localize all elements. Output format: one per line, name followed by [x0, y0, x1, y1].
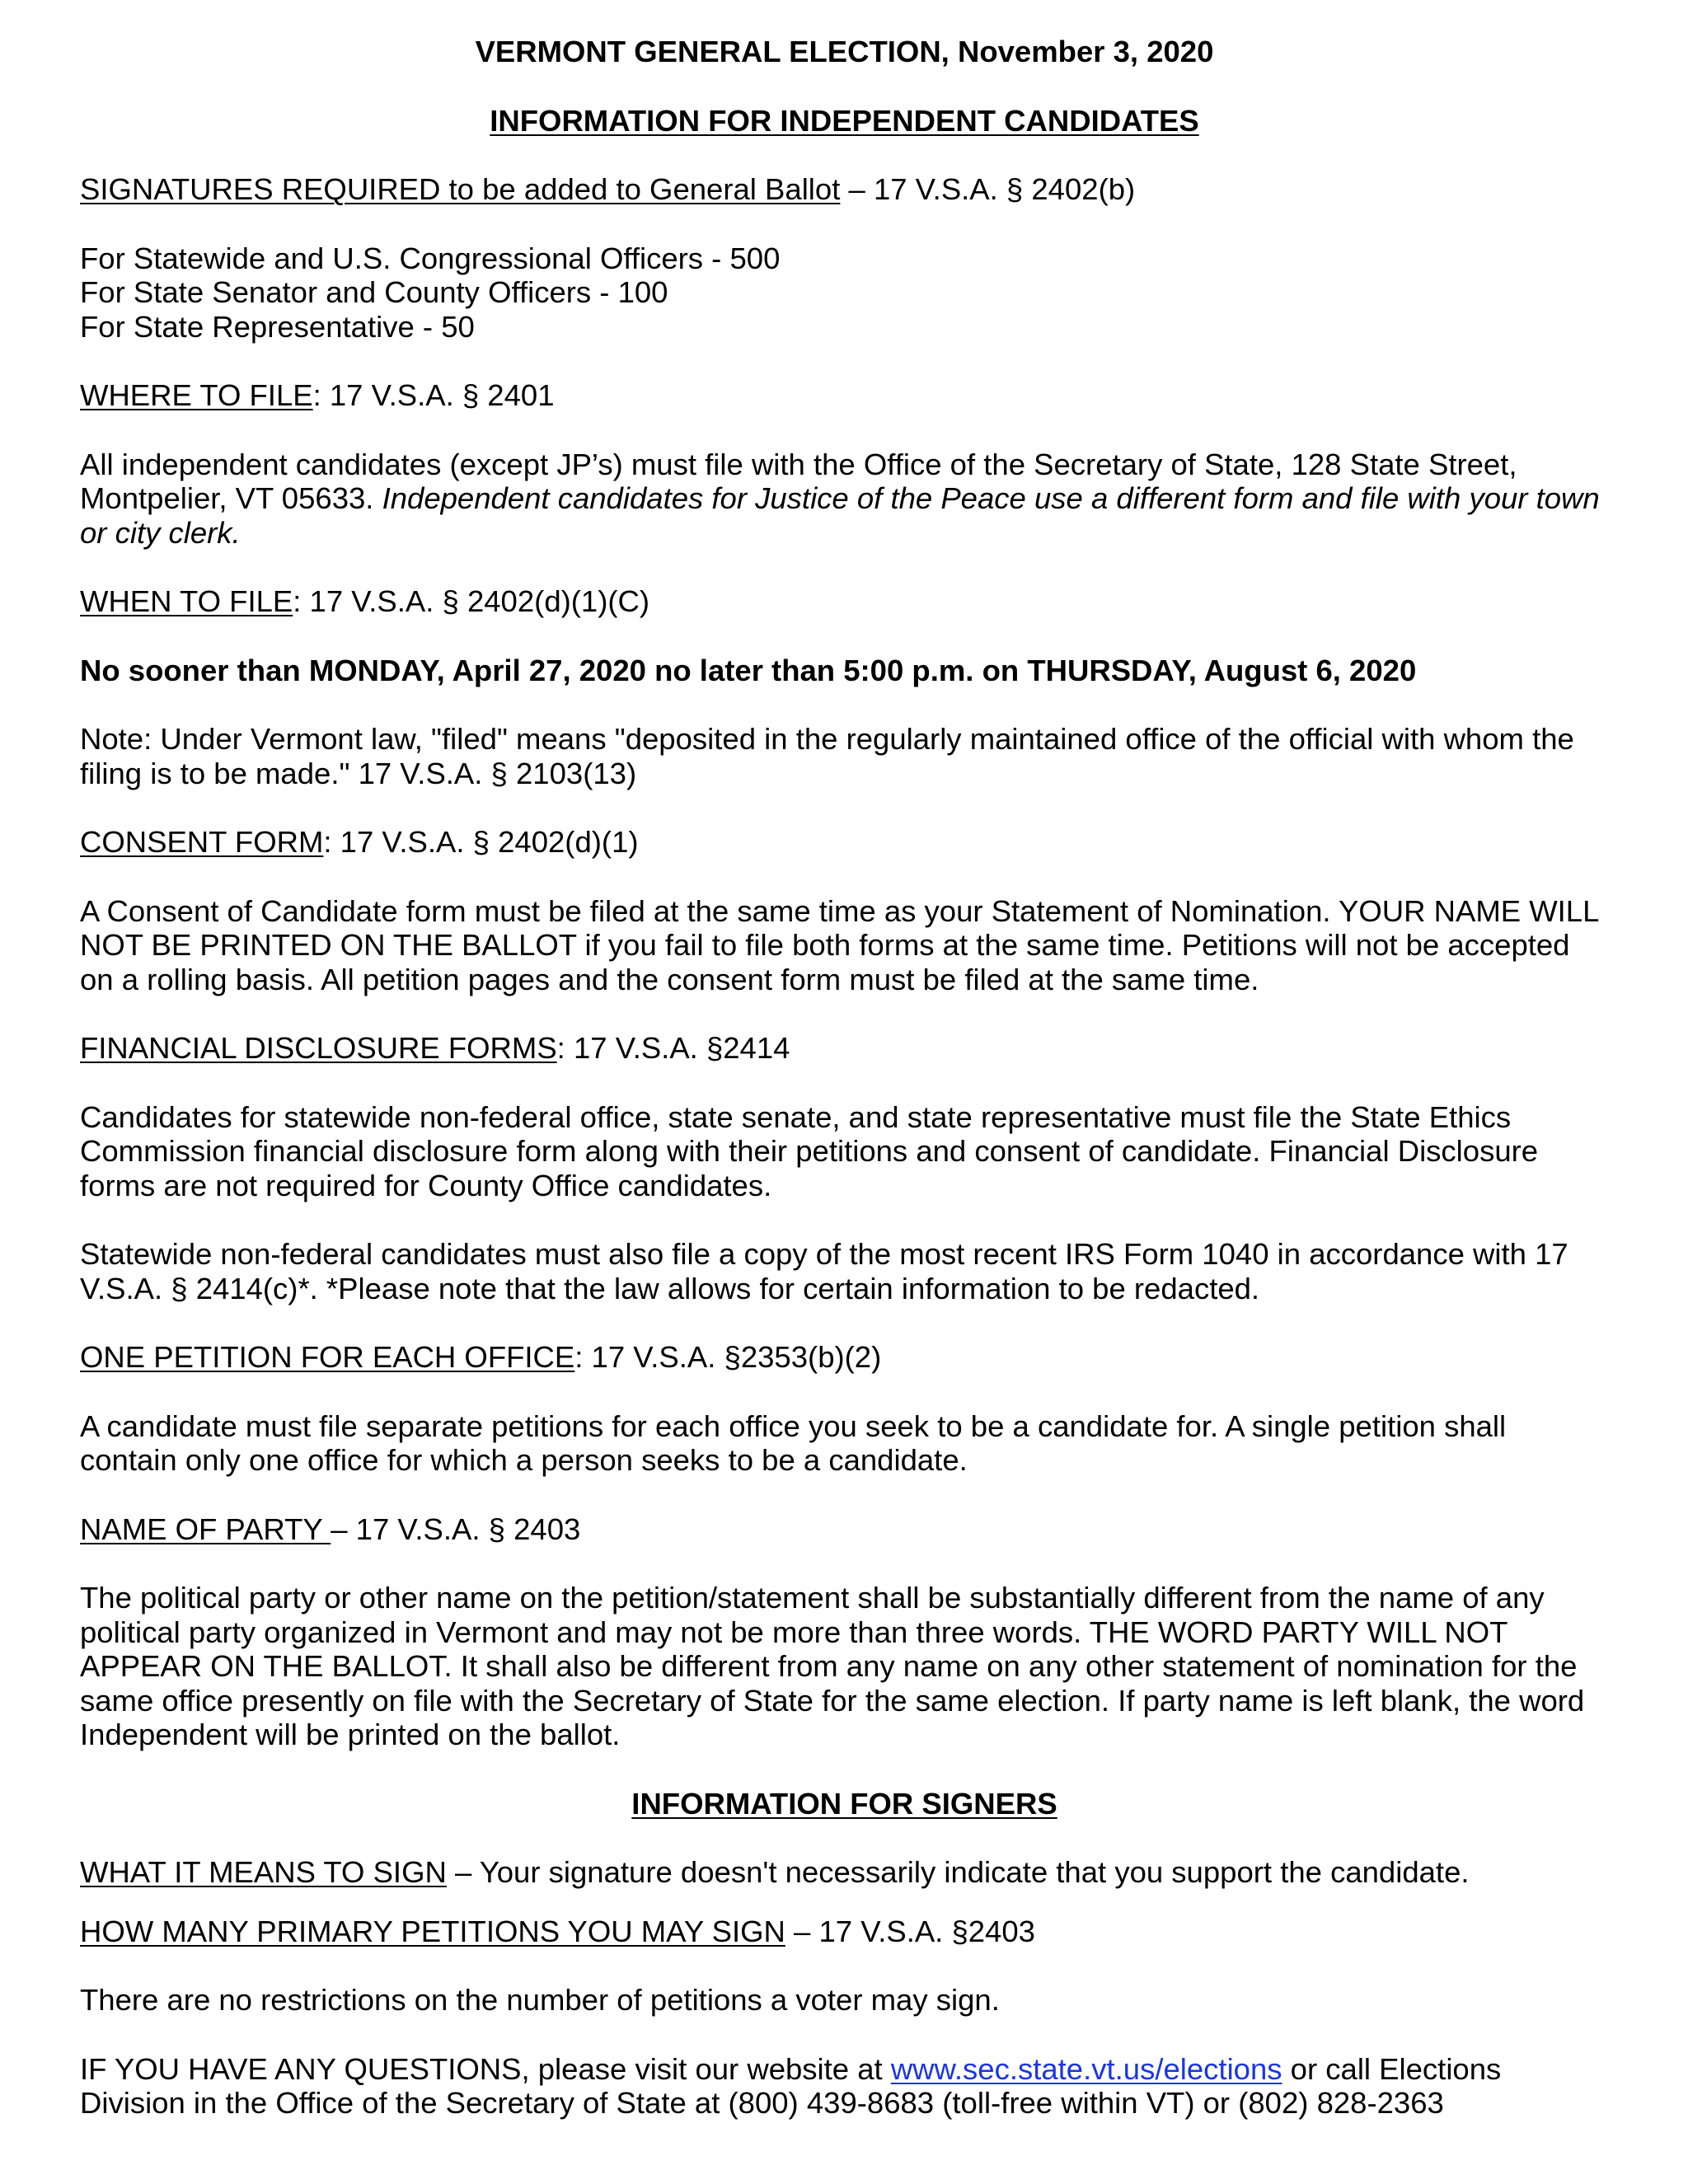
- one-petition-section: [80, 1340, 1609, 1375]
- how-many-body: There are no restrictions on the number of petitions a voter may sign.: [80, 1983, 1000, 2017]
- how-many-cite: – 17 V.S.A. §2403: [785, 1914, 1035, 1948]
- what-it-means-text: – Your signature doesn't necessarily indicate that you support the candidate.: [446, 1855, 1470, 1889]
- financial-body-1: Candidates for statewide non-federal office, state senate, and state representative must file the State Ethics Commission financial disclosure form along with their petitions and consent of candidate. Financial Disclosure forms are not required for County Office candidates.: [80, 1099, 1539, 1202]
- consent-section: [80, 825, 1609, 860]
- questions-paragraph: [80, 2052, 1609, 2121]
- where-body-text: All independent candidates (except JP’s) must file with the Office of the Secretary of State, 128 State Street, Montpelier, VT 05633.: [80, 447, 1517, 515]
- document-title: VERMONT GENERAL ELECTION, November 3, 2020: [475, 35, 1214, 68]
- financial-heading: FINANCIAL DISCLOSURE FORMS: [80, 1031, 557, 1065]
- signature-requirement-statewide: For Statewide and U.S. Congressional Officers - 500: [80, 241, 781, 275]
- signatures-heading: SIGNATURES REQUIRED to be added to General Ballot: [80, 172, 841, 206]
- document-subtitle: INFORMATION FOR INDEPENDENT CANDIDATES: [490, 103, 1199, 138]
- filing-note: Note: Under Vermont law, "filed" means "deposited in the regularly maintained office of the official with whom the filing is to be made." 17 V.S.A. § 2103(13): [80, 722, 1574, 790]
- where-cite: : 17 V.S.A. § 2401: [312, 378, 555, 412]
- when-cite: : 17 V.S.A. § 2402(d)(1)(C): [293, 584, 650, 618]
- consent-body: A Consent of Candidate form must be filed at the same time as your Statement of Nomination. YOUR NAME WILL NOT BE PRINTED ON THE BALLOT if you fail to file both forms at the same time. Petitions will not be accepted on a rolling basis. All petition pages and the consent form must be filed at the same time.: [80, 893, 1599, 996]
- signatures-cite: – 17 V.S.A. § 2402(b): [840, 172, 1136, 206]
- what-it-means-heading: WHAT IT MEANS TO SIGN: [80, 1855, 447, 1889]
- signature-requirement-representative: For State Representative - 50: [80, 309, 475, 344]
- how-many-section: [80, 1915, 1609, 1949]
- where-body-italic: Independent candidates for Justice of the Peace use a different form and file with your town or city clerk.: [80, 481, 1600, 550]
- financial-cite: : 17 V.S.A. §2414: [556, 1031, 790, 1065]
- signature-requirement-senator: For State Senator and County Officers - 100: [80, 275, 668, 309]
- financial-body-2: Statewide non-federal candidates must also file a copy of the most recent IRS Form 1040 in accordance with 17 V.S.A. § 2414(c)*. *Please note that the law allows for certain information to be redacted.: [80, 1237, 1568, 1305]
- signatures-list: [80, 241, 1609, 344]
- how-many-heading: HOW MANY PRIMARY PETITIONS YOU MAY SIGN: [80, 1914, 785, 1948]
- what-it-means-section: [80, 1855, 1609, 1890]
- questions-text-after: or call Elections Division in the Office of the Secretary of State at (800) 439-8683 (toll-free within VT) or (802) 828-2363: [80, 2051, 1502, 2120]
- questions-text-before: IF YOU HAVE ANY QUESTIONS, please visit our website at: [80, 2051, 891, 2086]
- one-petition-cite: : 17 V.S.A. §2353(b)(2): [574, 1340, 882, 1374]
- consent-cite: : 17 V.S.A. § 2402(d)(1): [323, 825, 639, 859]
- party-body: The political party or other name on the petition/statement shall be substantially different from the name of any political party organized in Vermont and may not be more than three words. THE WORD PARTY WILL NOT APPEAR ON THE BALLOT. It shall also be different from any name on any other statement of nomination for the same office presently on file with the Secretary of State for the same election. If party name is left blank, the word Independent will be printed on the ballot.: [80, 1581, 1585, 1751]
- one-petition-body: A candidate must file separate petitions for each office you seek to be a candidate for. A single petition shall contain only one office for which a person seeks to be a candidate.: [80, 1408, 1507, 1477]
- signatures-section: [80, 172, 1609, 207]
- financial-section: [80, 1031, 1609, 1066]
- when-heading: WHEN TO FILE: [80, 584, 293, 618]
- where-heading: WHERE TO FILE: [80, 378, 313, 412]
- where-section: [80, 378, 1609, 413]
- filing-deadline: No sooner than MONDAY, April 27, 2020 no later than 5:00 p.m. on THURSDAY, August 6, 2020: [80, 653, 1417, 687]
- party-section: [80, 1512, 1609, 1547]
- consent-heading: CONSENT FORM: [80, 825, 324, 859]
- when-section: [80, 584, 1609, 619]
- signers-heading: INFORMATION FOR SIGNERS: [631, 1786, 1057, 1821]
- elections-website-link[interactable]: www.sec.state.vt.us/elections: [890, 2051, 1282, 2086]
- party-heading: NAME OF PARTY: [80, 1511, 331, 1546]
- where-body: [80, 448, 1609, 551]
- party-cite: – 17 V.S.A. § 2403: [331, 1511, 581, 1546]
- one-petition-heading: ONE PETITION FOR EACH OFFICE: [80, 1340, 575, 1374]
